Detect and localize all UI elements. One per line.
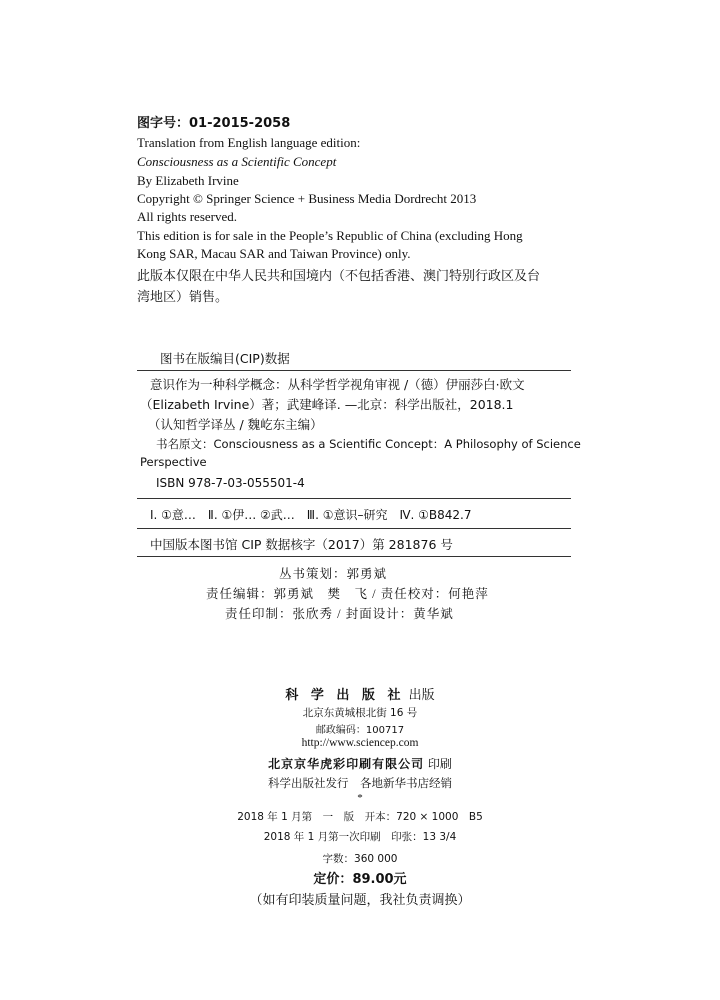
rights-sale-line-1: This edition is for sale in the People’s Republic of China (excluding Hong: [137, 228, 523, 243]
tuzi-label: 图字号：: [137, 116, 190, 131]
credits-editor: 责任编辑：郭勇斌 樊 飞 / 责任校对：何艳萍: [206, 587, 489, 601]
cip-data-number: 中国版本图书馆 CIP 数据核字（2017）第 281876 号: [150, 537, 453, 552]
credits-planner: 丛书策划：郭勇斌: [279, 567, 388, 581]
price-value: 89.00元: [352, 872, 407, 887]
publisher-name-suffix: 出版: [408, 688, 435, 703]
cip-heading: 图书在版编目(CIP)数据: [160, 351, 290, 366]
printer-line: [0, 755, 720, 772]
quality-notice: （如有印装质量问题，我社负责调换）: [249, 893, 471, 908]
rights-book-title: Consciousness as a Scientific Concept: [137, 154, 337, 169]
rights-chinese-line-1: 此版本仅限在中华人民共和国境内（不包括香港、澳门特别行政区及台: [137, 269, 541, 284]
word-count: 字数：360 000: [322, 853, 398, 865]
distribution-line: 科学出版社发行 各地新华书店经销: [268, 776, 452, 790]
cip-class-rule: [137, 528, 571, 529]
price-line: [0, 868, 720, 887]
cip-classification: Ⅰ. ①意… Ⅱ. ①伊… ②武… Ⅲ. ①意识–研究 Ⅳ. ①B842.7: [150, 508, 472, 522]
rights-copyright: Copyright © Springer Science + Business Media Dordrecht 2013: [137, 191, 477, 206]
printer-suffix: 印刷: [427, 757, 452, 771]
separator-asterisk: *: [357, 792, 363, 804]
cip-entry-line-3: （认知哲学译丛 / 魏屹东主编）: [148, 417, 323, 432]
tuzi-number: 01-2015-2058: [189, 116, 291, 131]
printing-line: 2018 年 1 月第一次印刷 印张：13 3/4: [263, 831, 457, 843]
rights-sale-line-2: Kong SAR, Macau SAR and Taiwan Province) only.: [137, 246, 411, 261]
rights-reserved: All rights reserved.: [137, 209, 238, 224]
cip-isbn: ISBN 978-7-03-055501-4: [156, 476, 305, 490]
rights-chinese-line-2: 湾地区）销售。: [137, 290, 229, 305]
price-label: 定价：: [313, 872, 353, 887]
publisher-name-line: [0, 684, 720, 703]
credits-printing: 责任印制：张欣秀 / 封面设计：黄华斌: [225, 607, 454, 621]
cip-original-title-2: Perspective: [140, 455, 207, 469]
printer-name: 北京京华虎彩印刷有限公司: [268, 757, 425, 771]
publisher-postcode: 邮政编码：100717: [315, 725, 405, 736]
cip-bottom-rule: [137, 556, 571, 557]
rights-translation-line: Translation from English language edition:: [137, 135, 361, 150]
cip-entry-line-1: 意识作为一种科学概念：从科学哲学视角审视 /（德）伊丽莎白·欧文: [150, 377, 525, 392]
cip-entry-line-2: （Elizabeth Irvine）著；武建峰译. —北京：科学出版社，2018.1: [140, 397, 514, 412]
rights-author: By Elizabeth Irvine: [137, 173, 239, 188]
cip-original-title-1: 书名原文：Consciousness as a Scientific Concept：A Philosophy of Science: [156, 437, 581, 451]
publisher-url: http://www.sciencep.com: [301, 737, 419, 749]
tuzi-number-line: [137, 112, 290, 131]
publisher-name: 科 学 出 版 社: [285, 688, 405, 703]
cip-top-rule: [137, 370, 571, 371]
publisher-address: 北京东黄城根北街 16 号: [302, 707, 418, 719]
edition-line: 2018 年 1 月第 一 版 开本：720 × 1000 B5: [237, 811, 483, 823]
cip-isbn-rule: [137, 498, 571, 499]
